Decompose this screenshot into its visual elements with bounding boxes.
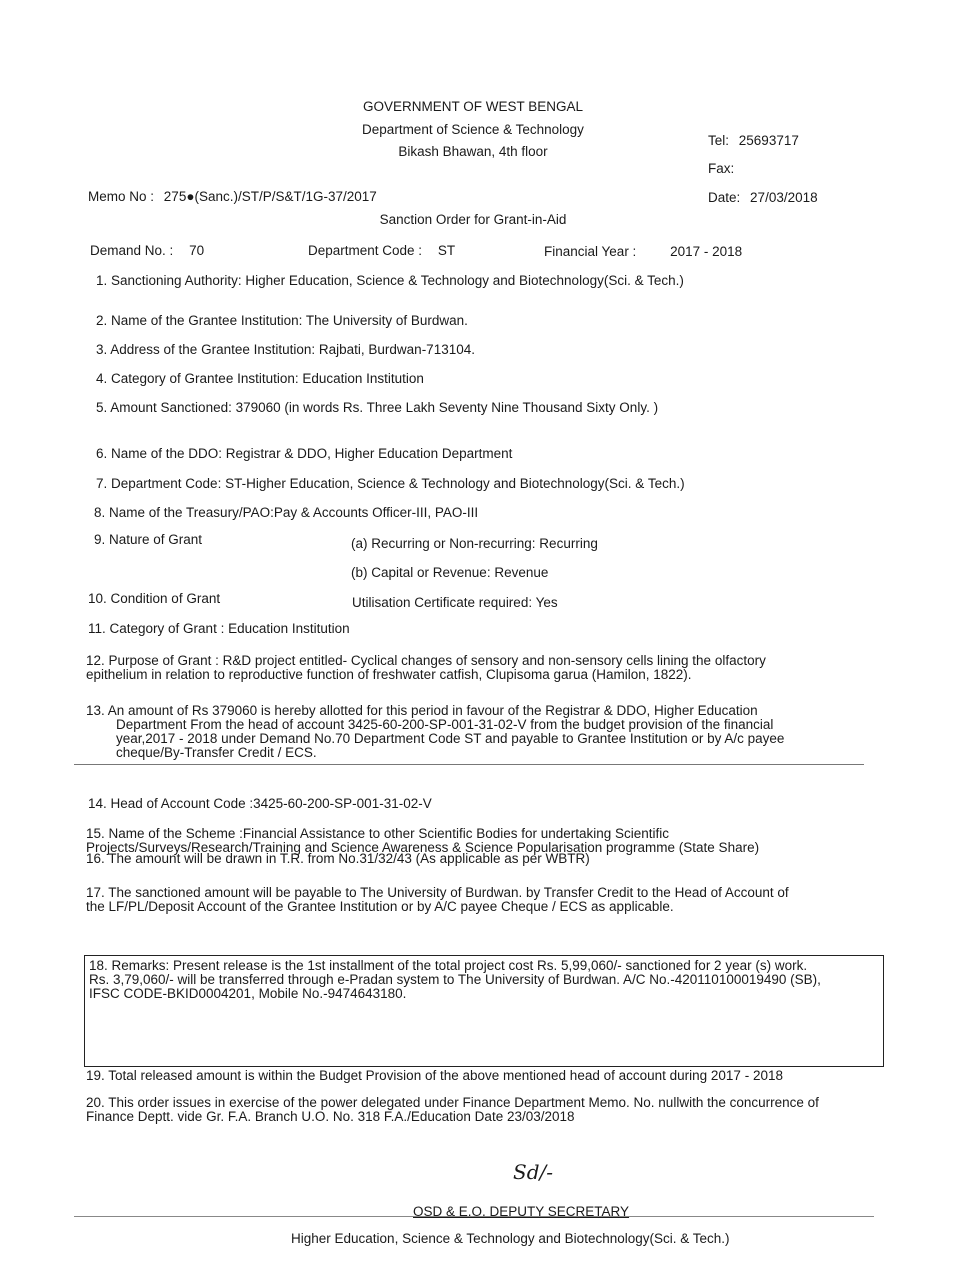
item-15-line-1: 15. Name of the Scheme :Financial Assistance to other Scientific Bodies for undertaking Scientific [86,826,670,841]
department-code [308,243,455,258]
strike-line [74,764,864,765]
tel-line [708,133,799,148]
demand-value: 70 [189,243,205,258]
item-10-condition-label: 10. Condition of Grant [88,591,221,606]
item-19-budget-provision: 19. Total released amount is within the Budget Provision of the above mentioned head of account during 2017 - 2018 [86,1068,783,1083]
demand-label: Demand No. : [90,243,174,258]
memo-line [88,189,377,204]
item-20-line-1: 20. This order issues in exercise of the power delegated under Finance Department Memo. No. nullwith the concurrence of [86,1095,819,1110]
item-20-delegation [86,1096,886,1124]
item-13-allotment [86,704,891,760]
item-12-line-2: epithelium in relation to reproductive function of freshwater catfish, Clupisoma garua (Hamilon, 1822). [86,667,692,682]
item-13-line-2: Department From the head of account 3425-60-200-SP-001-31-02-V from the budget provision of the financial [116,717,774,732]
dept-code-label: Department Code : [308,243,423,258]
item-15-scheme [86,827,886,866]
date-line [708,190,818,205]
item-5-amount-sanctioned: 5. Amount Sanctioned: 379060 (in words Rs. Three Lakh Seventy Nine Thousand Sixty Only. ) [96,400,659,415]
tel-value: 25693717 [738,133,799,148]
memo-label: Memo No : [88,189,155,204]
item-12-purpose [86,654,886,682]
item-18-line-2: Rs. 3,79,060/- will be transferred through e-Pradan system to The University of Burdwan. A/C No.-420110100019490 (SB), [89,972,821,987]
fy-value: 2017 - 2018 [670,244,743,259]
signature-mark: Sd/- [513,1160,553,1184]
dept-code-value: ST [437,243,456,258]
item-13-line-4: cheque/By-Transfer Credit / ECS. [116,745,317,760]
government-title: GOVERNMENT OF WEST BENGAL [362,99,584,114]
item-10-condition-value: Utilisation Certificate required: Yes [352,595,558,610]
date-label: Date: [708,190,741,205]
item-4-grantee-category: 4. Category of Grantee Institution: Education Institution [96,371,424,386]
department-name: Department of Science & Technology [362,122,584,137]
item-1-sanctioning-authority: 1. Sanctioning Authority: Higher Education, Science & Technology and Biotechnology(Sci. & Tech.) [96,273,684,288]
financial-year [544,244,742,259]
item-12-line-1: 12. Purpose of Grant : R&D project entitled- Cyclical changes of sensory and non-sensory cells lining the olfactory [86,653,766,668]
department-address: Bikash Bhawan, 4th floor [398,144,548,159]
item-9b-capital-revenue: (b) Capital or Revenue: Revenue [351,565,549,580]
item-13-line-1: 13. An amount of Rs 379060 is hereby allotted for this period in favour of the Registrar & DDO, Higher Education [86,703,758,718]
signatory-department: Higher Education, Science & Technology and Biotechnology(Sci. & Tech.) [291,1231,730,1246]
fy-label: Financial Year : [544,244,637,259]
item-17-line-2: the LF/PL/Deposit Account of the Grantee Institution or by A/C payee Cheque / ECS as applicable. [86,899,674,914]
item-9-nature-label: 9. Nature of Grant [94,532,203,547]
memo-value: 275●(Sanc.)/ST/P/S&T/1G-37/2017 [163,189,377,204]
item-2-grantee-name: 2. Name of the Grantee Institution: The University of Burdwan. [96,313,468,328]
item-16-drawn: 16. The amount will be drawn in T.R. from No.31/32/43 (As applicable as per WBTR) [86,851,590,866]
item-17-payable [86,886,886,914]
tel-label: Tel: [708,133,730,148]
order-title: Sanction Order for Grant-in-Aid [379,212,567,227]
fax-label: Fax: [708,161,735,176]
item-17-line-1: 17. The sanctioned amount will be payable to The University of Burdwan. by Transfer Credit to the Head of Account of [86,885,789,900]
item-3-grantee-address: 3. Address of the Grantee Institution: Rajbati, Burdwan-713104. [96,342,475,357]
item-20-line-2: Finance Deptt. vide Gr. F.A. Branch U.O. No. 318 F.A./Education Date 23/03/2018 [86,1109,575,1124]
item-11-grant-category: 11. Category of Grant : Education Institution [88,621,350,636]
item-13-line-3: year,2017 - 2018 under Demand No.70 Department Code ST and payable to Grantee Institution or by A/c payee [116,731,785,746]
item-6-ddo-name: 6. Name of the DDO: Registrar & DDO, Higher Education Department [96,446,513,461]
item-7-department-code: 7. Department Code: ST-Higher Education, Science & Technology and Biotechnology(Sci. & Tech.) [96,476,685,491]
item-14-head-of-account: 14. Head of Account Code :3425-60-200-SP-001-31-02-V [88,796,432,811]
item-18-line-3: IFSC CODE-BKID0004201, Mobile No.-9474643180. [89,986,407,1001]
item-15-line-2: Projects/Surveys/Research/Training and Science Awareness & Science Popularisation programme (State Share) [86,840,760,855]
item-8-treasury: 8. Name of the Treasury/PAO:Pay & Accounts Officer-III, PAO-III [94,505,479,520]
signatory-designation: OSD & E.O. DEPUTY SECRETARY [413,1204,630,1219]
date-value: 27/03/2018 [750,190,818,205]
remarks-box [84,955,884,1067]
demand-no [90,243,204,258]
item-18-line-1: 18. Remarks: Present release is the 1st installment of the total project cost Rs. 5,99,060/- sanctioned for 2 year (s) work. [89,958,808,973]
item-9a-recurring: (a) Recurring or Non-recurring: Recurring [351,536,598,551]
